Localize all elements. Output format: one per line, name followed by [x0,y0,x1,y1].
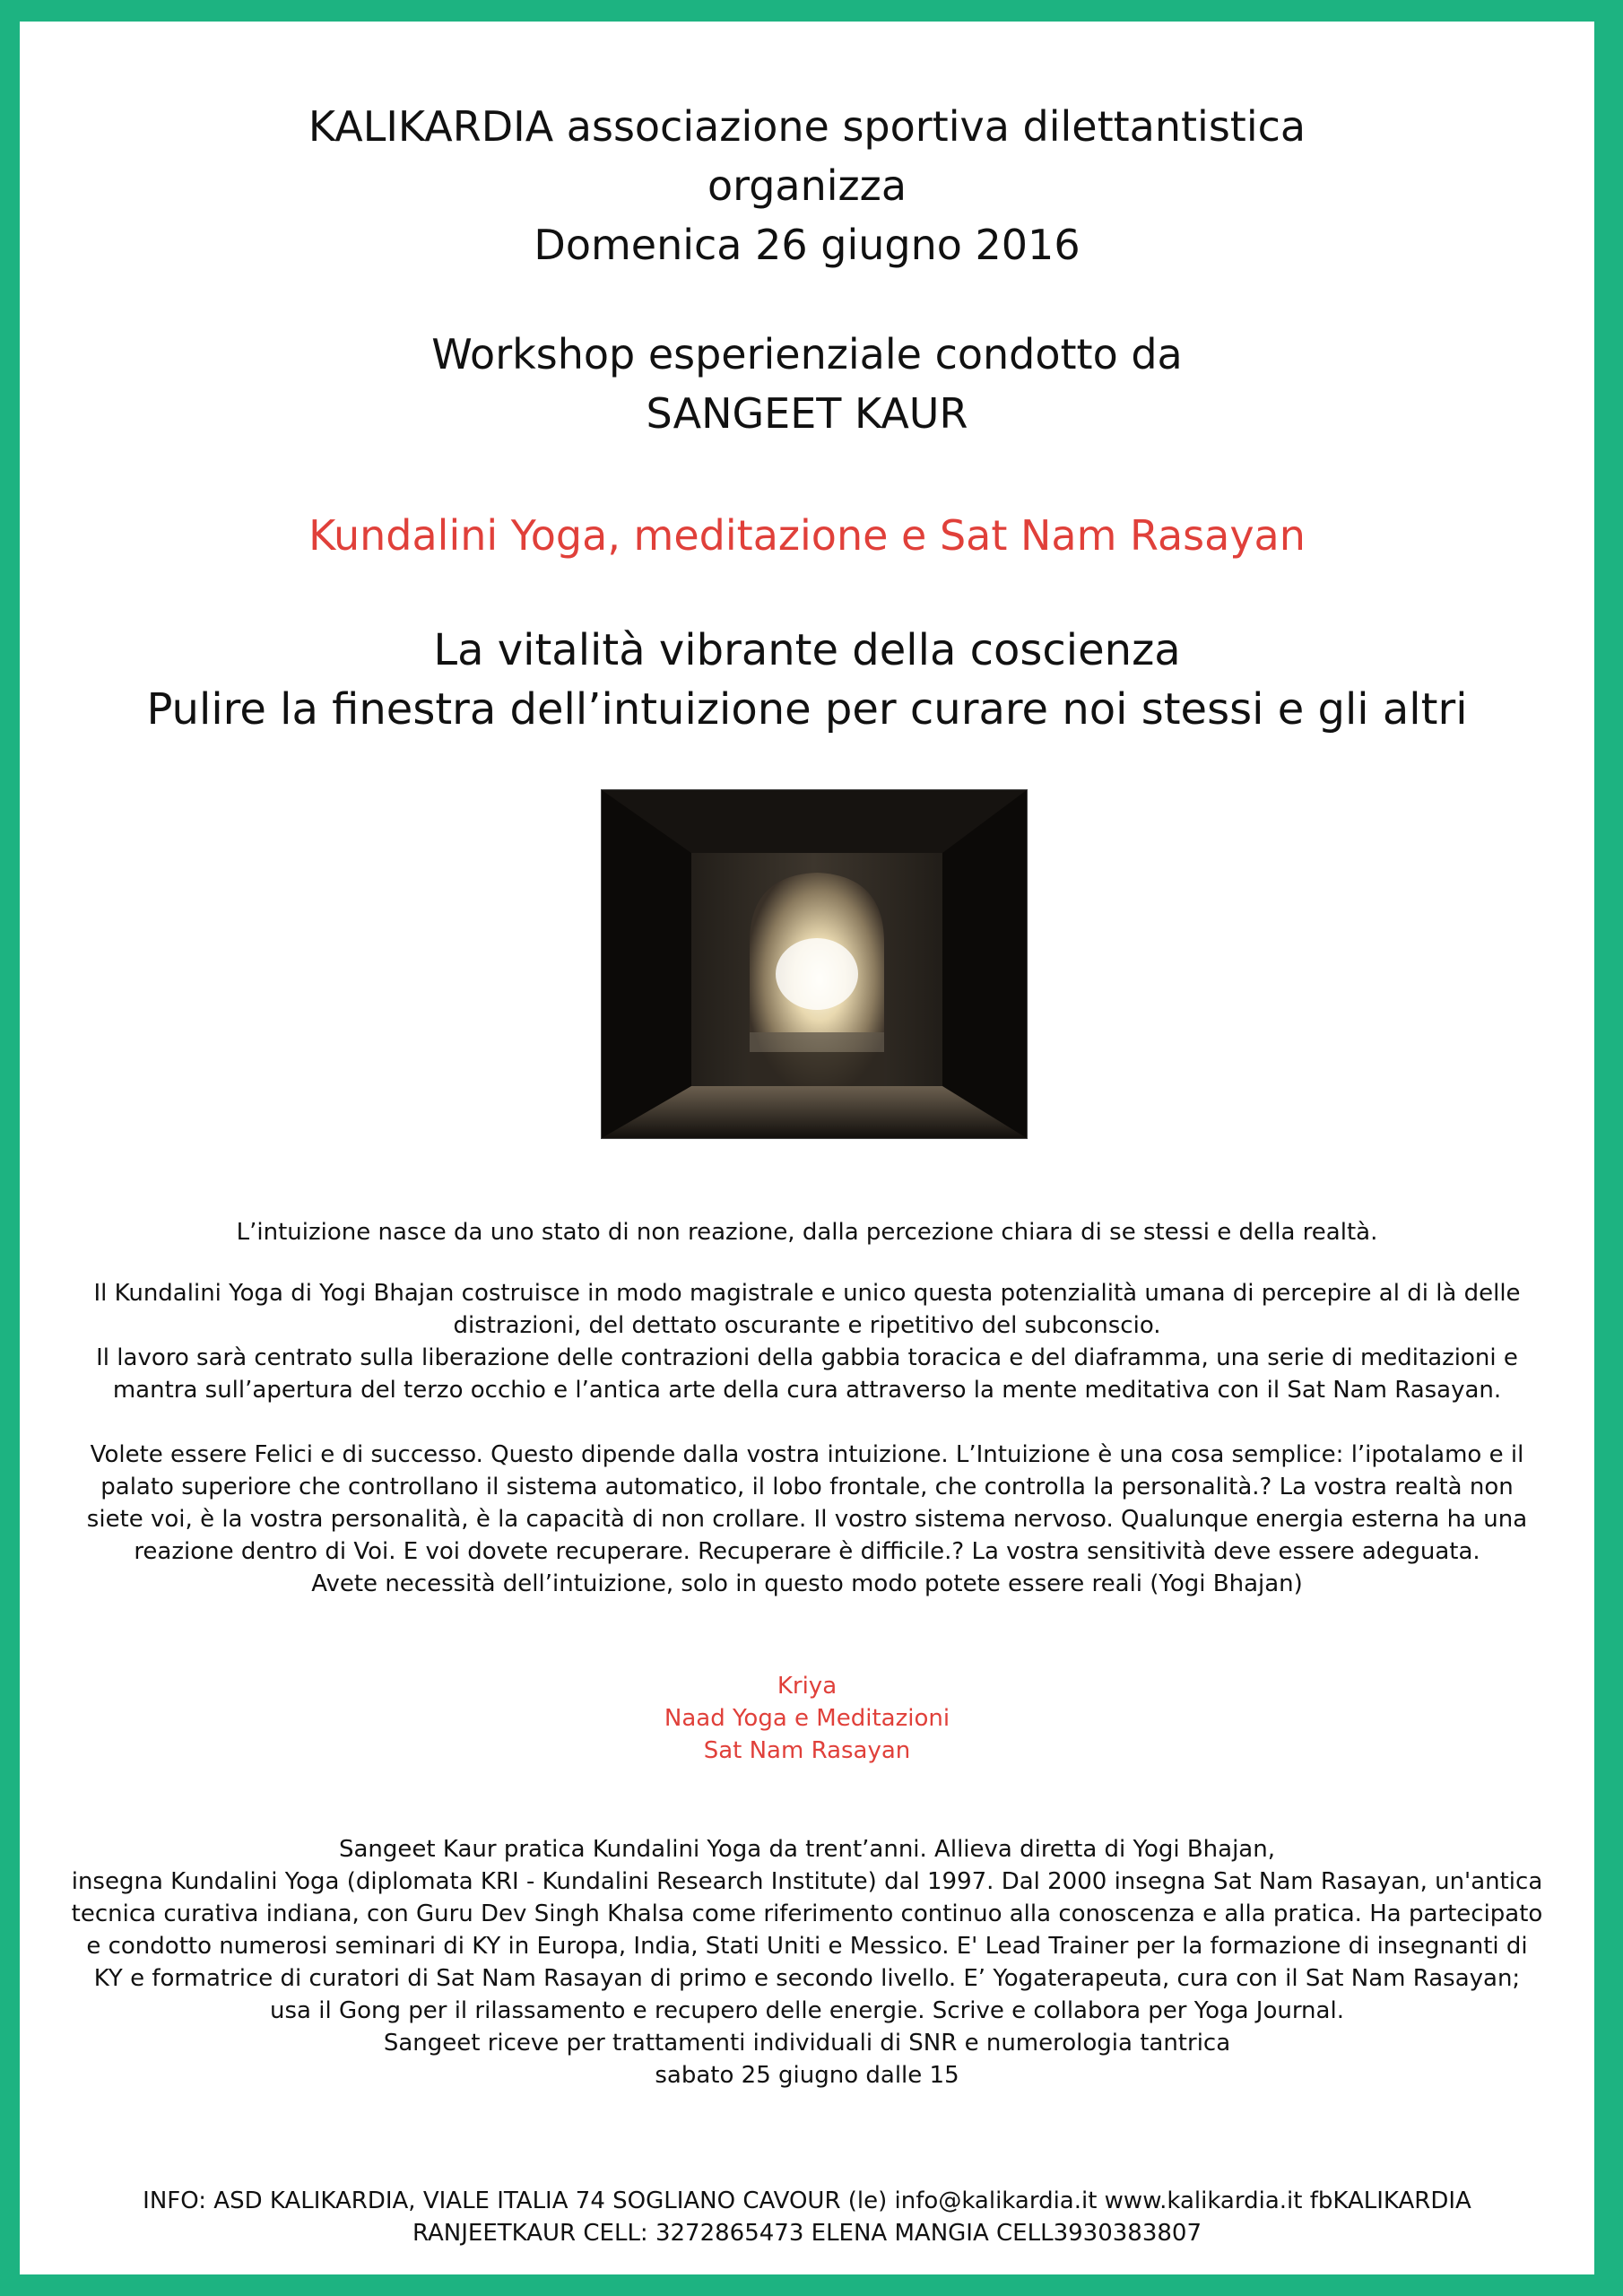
text-line: tecnica curativa indiana, con Guru Dev Singh Khalsa come riferimento continuo alla conoscenza e alla pratica. Ha partecipato [71,1900,1543,1927]
practice-item: Naad Yoga e Meditazioni [664,1705,950,1732]
text-line: Il lavoro sarà centrato sulla liberazione delle contrazioni della gabbia toracica e del diaframma, una serie di meditazioni e [96,1344,1518,1371]
practices-list [20,1670,1594,1767]
text-line: Volete essere Felici e di successo. Questo dipende dalla vostra intuizione. L’Intuizione è una cosa semplice: l’ipotalamo e il [90,1441,1524,1468]
text-line: Sangeet riceve per trattamenti individuali di SNR e numerologia tantrica [383,2030,1231,2057]
practice-item: Sat Nam Rasayan [703,1737,911,1764]
theme-block [20,621,1594,739]
text-line: reazione dentro di Voi. E voi dovete recuperare. Recuperare è difficile.? La vostra sensitività deve essere adeguata. [134,1538,1480,1565]
text-line: siete voi, è la vostra personalità, è la capacità di non crollare. Il vostro sistema nervoso. Qualunque energia esterna ha una [86,1506,1528,1533]
contact-info [47,2185,1567,2249]
practice-item: Kriya [777,1673,838,1700]
organization-name: KALIKARDIA associazione sportiva dilettantistica [308,102,1306,151]
text-line: insegna Kundalini Yoga (diplomata KRI - Kundalini Research Institute) dal 1997. Dal 2000 insegna Sat Nam Rasayan, un'antica [71,1868,1543,1895]
text-line: L’intuizione nasce da uno stato di non reazione, dalla percezione chiara di se stessi e della realtà. [236,1219,1378,1246]
flyer-page [20,22,1594,2274]
text-line: distrazioni, del dettato oscurante e ripetitivo del subconscio. [453,1312,1161,1339]
arch-window-photo [601,789,1028,1139]
teacher-name: SANGEET KAUR [646,389,968,438]
text-line: KY e formatrice di curatori di Sat Nam Rasayan di primo e secondo livello. E’ Yogaterapeuta, cura con il Sat Nam Rasayan; [93,1965,1521,1992]
paragraph-intuition [47,1216,1567,1248]
text-line: usa il Gong per il rilassamento e recupero delle energie. Scrive e collabora per Yoga Journal. [270,1997,1344,2024]
info-line: INFO: ASD KALIKARDIA, VIALE ITALIA 74 SOGLIANO CAVOUR (le) info@kalikardia.it www.kalikardia.it fbKALIKARDIA [143,2187,1471,2214]
header-block [20,97,1594,274]
workshop-subtitle: Kundalini Yoga, meditazione e Sat Nam Rasayan [308,511,1306,560]
workshop-line: Workshop esperienziale condotto da [431,330,1183,378]
theme-title: La vitalità vibrante della coscienza [433,625,1181,675]
text-line: sabato 25 giugno dalle 15 [655,2062,959,2089]
workshop-block [20,325,1594,443]
theme-subtitle: Pulire la finestra dell’intuizione per curare noi stessi e gli altri [146,684,1468,735]
text-line: e condotto numerosi seminari di KY in Europa, India, Stati Uniti e Messico. E' Lead Trainer per la formazione di insegnanti di [86,1933,1528,1960]
text-line: Il Kundalini Yoga di Yogi Bhajan costruisce in modo magistrale e unico questa potenzialità umana di percepire al di là delle [93,1280,1521,1307]
event-date: Domenica 26 giugno 2016 [534,221,1081,269]
teacher-bio [47,1833,1567,2092]
text-line: Avete necessità dell’intuizione, solo in questo modo potete essere reali (Yogi Bhajan) [311,1570,1303,1597]
info-line: RANJEETKAUR CELL: 3272865473 ELENA MANGIA CELL3930383807 [412,2220,1202,2247]
text-line: Sangeet Kaur pratica Kundalini Yoga da trent’anni. Allieva diretta di Yogi Bhajan, [339,1836,1275,1863]
text-line: palato superiore che controllano il sistema automatico, il lobo frontale, che controlla la personalità.? La vostra realtà non [100,1474,1514,1500]
text-line: mantra sull’apertura del terzo occhio e l’antica arte della cura attraverso la mente meditativa con il Sat Nam Rasayan. [112,1377,1502,1404]
organizza-text: organizza [707,161,907,210]
paragraph-quote [47,1439,1567,1600]
paragraph-kundalini [47,1277,1567,1406]
